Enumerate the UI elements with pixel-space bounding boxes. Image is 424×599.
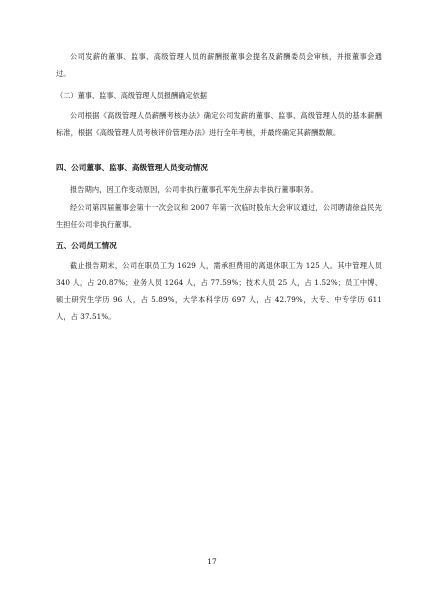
paragraph-director-appointment: 经公司第四届董事会第十一次会议和 2007 年第一次临时股东大会审议通过，公司聘请徐益民先生担任公司非执行董事。: [56, 203, 382, 229]
page-number: 17: [207, 557, 217, 566]
paragraph-compensation-basis: 公司根据《高级管理人员薪酬考核办法》确定公司发薪的董事、监事、高级管理人员的基本薪酬标准，根据《高级管理人员考核评价管理办法》进行全年考核，并最终确定其薪酬数额。: [56, 111, 382, 137]
section-heading-employees: 五、公司员工情况: [56, 241, 117, 250]
section-heading-personnel-changes: 四、公司董事、监事、高级管理人员变动情况: [56, 163, 208, 172]
paragraph-employee-statistics: 截止报告期末，公司在职员工为 1629 人，需承担费用的离退休职工为 125 人。其中管理人员 340 人，占 20.87%；业务人员 1264 人，占 77.59%；技术人员 25 人，占 1.52%；员工中博、硕士研究生学历 96 人，占 5.89%，大学本科学历 697 人，占 42.79%，大专、中专学历 611 人，占 37.51%。: [56, 261, 382, 321]
paragraph-compensation-review: 公司发薪的董事、监事、高级管理人员的薪酬报董事会提名及薪酬委员会审核，并报董事会通过。: [56, 52, 382, 78]
paragraph-director-resignation: 报告期内，因工作变动原因，公司非执行董事孔军先生辞去非执行董事职务。: [70, 185, 318, 194]
subheading-compensation-basis: （二）董事、监事、高级管理人员报酬确定依据: [56, 91, 207, 100]
